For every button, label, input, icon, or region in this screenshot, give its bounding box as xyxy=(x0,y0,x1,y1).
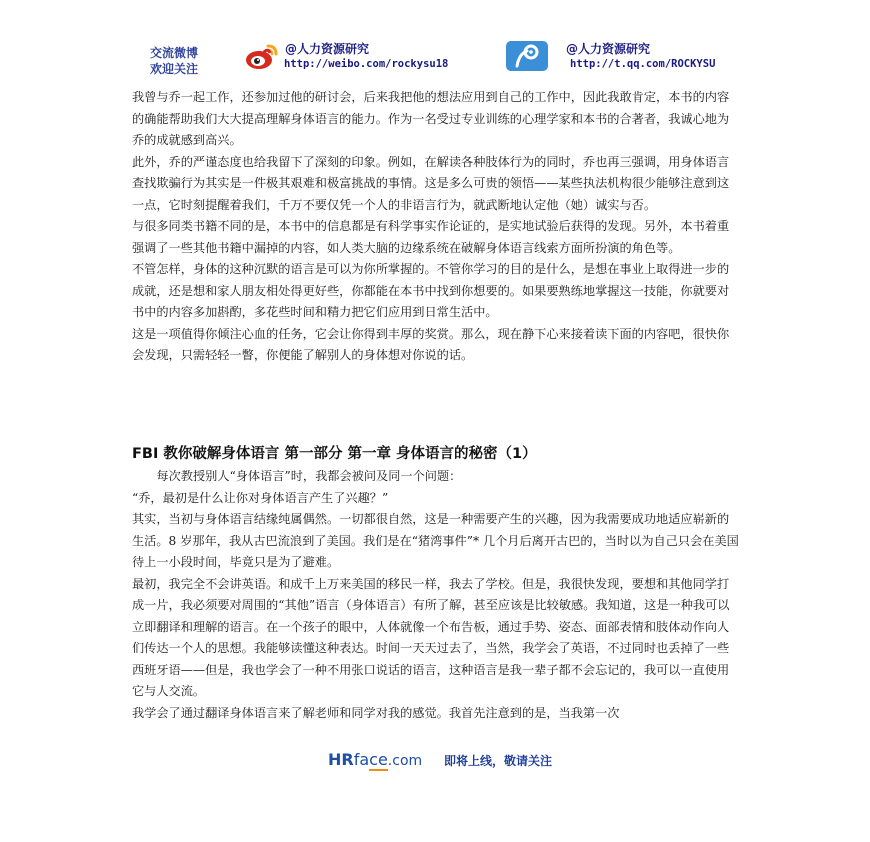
logo-ce: ce xyxy=(369,750,388,769)
tencent-weibo-icon[interactable] xyxy=(505,40,549,72)
follow-label-line1: 交流微博 xyxy=(150,46,199,60)
follow-label-line2: 欢迎关注 xyxy=(150,62,199,76)
logo-com: .com xyxy=(387,753,423,769)
page-footer xyxy=(0,740,870,780)
intro-text-block xyxy=(132,87,740,367)
logo-hr: HR xyxy=(328,750,354,769)
paragraph: 与很多同类书籍不同的是，本书中的信息都是有科学事实作论证的，是实地试验后获得的发现。另外，本书着重强调了一些其他书籍中漏掉的内容，如人类大脑的边缘系统在破解身体语言线索方面所扮演的角色等。 xyxy=(132,219,730,255)
weibo-handle: @人力资源研究 xyxy=(285,42,370,56)
chapter-title: FBI 教你破解身体语言 第一部分 第一章 身体语言的秘密（1） xyxy=(132,446,537,462)
paragraph: 其实，当初与身体语言结缘纯属偶然。一切都很自然，这是一种需要产生的兴趣，因为我需要成功地适应崭新的生活。8 岁那年，我从古巴流浪到了美国。我们是在“猪湾事件”* 几个月后离开古巴的，当时以为自己只会在美国待上一小段时间，毕竟只是为了避难。 xyxy=(132,512,739,569)
paragraph: 不管怎样，身体的这种沉默的语言是可以为你所掌握的。不管你学习的目的是什么，是想在事业上取得进一步的成就，还是想和家人朋友相处得更好些，你都能在本书中找到你想要的。如果要熟练地掌握这一技能，你就要对书中的内容多加斟酌，多花些时间和精力把它们应用到日常生活中。 xyxy=(132,262,730,319)
paragraph: “乔，最初是什么让你对身体语言产生了兴趣？” xyxy=(132,490,389,505)
sina-weibo-icon[interactable] xyxy=(244,40,280,72)
qq-url-link[interactable]: http://t.qq.com/ROCKYSU xyxy=(570,58,716,70)
paragraph: 这是一项值得你倾注心血的任务，它会让你得到丰厚的奖赏。那么，现在静下心来接着读下面的内容吧，很快你会发现，只需轻轻一瞥，你便能了解别人的身体想对你说的话。 xyxy=(132,326,730,362)
paragraph: 我曾与乔一起工作，还参加过他的研讨会，后来我把他的想法应用到自己的工作中，因此我敢肯定，本书的内容的确能帮助我们大大提高理解身体语言的能力。作为一名受过专业训练的心理学家和本书的合著者，我诚心地为乔的成就感到高兴。 xyxy=(132,90,730,147)
footer-slogan: 即将上线，敬请关注 xyxy=(444,754,553,768)
weibo-url-link[interactable]: http://weibo.com/rockysu18 xyxy=(284,58,449,70)
paragraph: 此外，乔的严谨态度也给我留下了深刻的印象。例如，在解读各种肢体行为的同时，乔也再三强调，用身体语言查找欺骗行为其实是一件极其艰难和极富挑战的事情。这是多么可贵的领悟——某些执法机构很少能够注意到这一点，它时刻提醒着我们，千万不要仅凭一个人的非语言行为，就武断地认定他（她）诚实与否。 xyxy=(132,154,730,212)
paragraph: 最初，我完全不会讲英语。和成千上万来美国的移民一样，我去了学校。但是，我很快发现，要想和其他同学打成一片，我必须要对周围的“其他”语言（身体语言）有所了解，甚至应该是比较敏感。我知道，这是一种我可以立即翻译和理解的语言。在一个孩子的眼中，人体就像一个布告板，通过手势、姿态、面部表情和肢体动作向人们传达一个人的思想。我能够读懂这种表达。时间一天天过去了，当然，我学会了英语，不过同时也丢掉了一些西班牙语——但是，我也学会了一种不用张口说话的语言，这种语言是我一辈子都不会忘记的，我可以一直使用它与人交流。 xyxy=(132,576,730,698)
paragraph: 每次教授别人“身体语言”时，我都会被问及同一个问题： xyxy=(156,469,462,483)
hrface-logo[interactable] xyxy=(328,750,422,769)
qq-handle: @人力资源研究 xyxy=(566,42,651,56)
page-header xyxy=(0,0,870,84)
chapter-text-block xyxy=(132,466,740,724)
logo-fa: fa xyxy=(353,750,370,769)
paragraph: 我学会了通过翻译身体语言来了解老师和同学对我的感觉。我首先注意到的是，当我第一次 xyxy=(132,705,620,720)
